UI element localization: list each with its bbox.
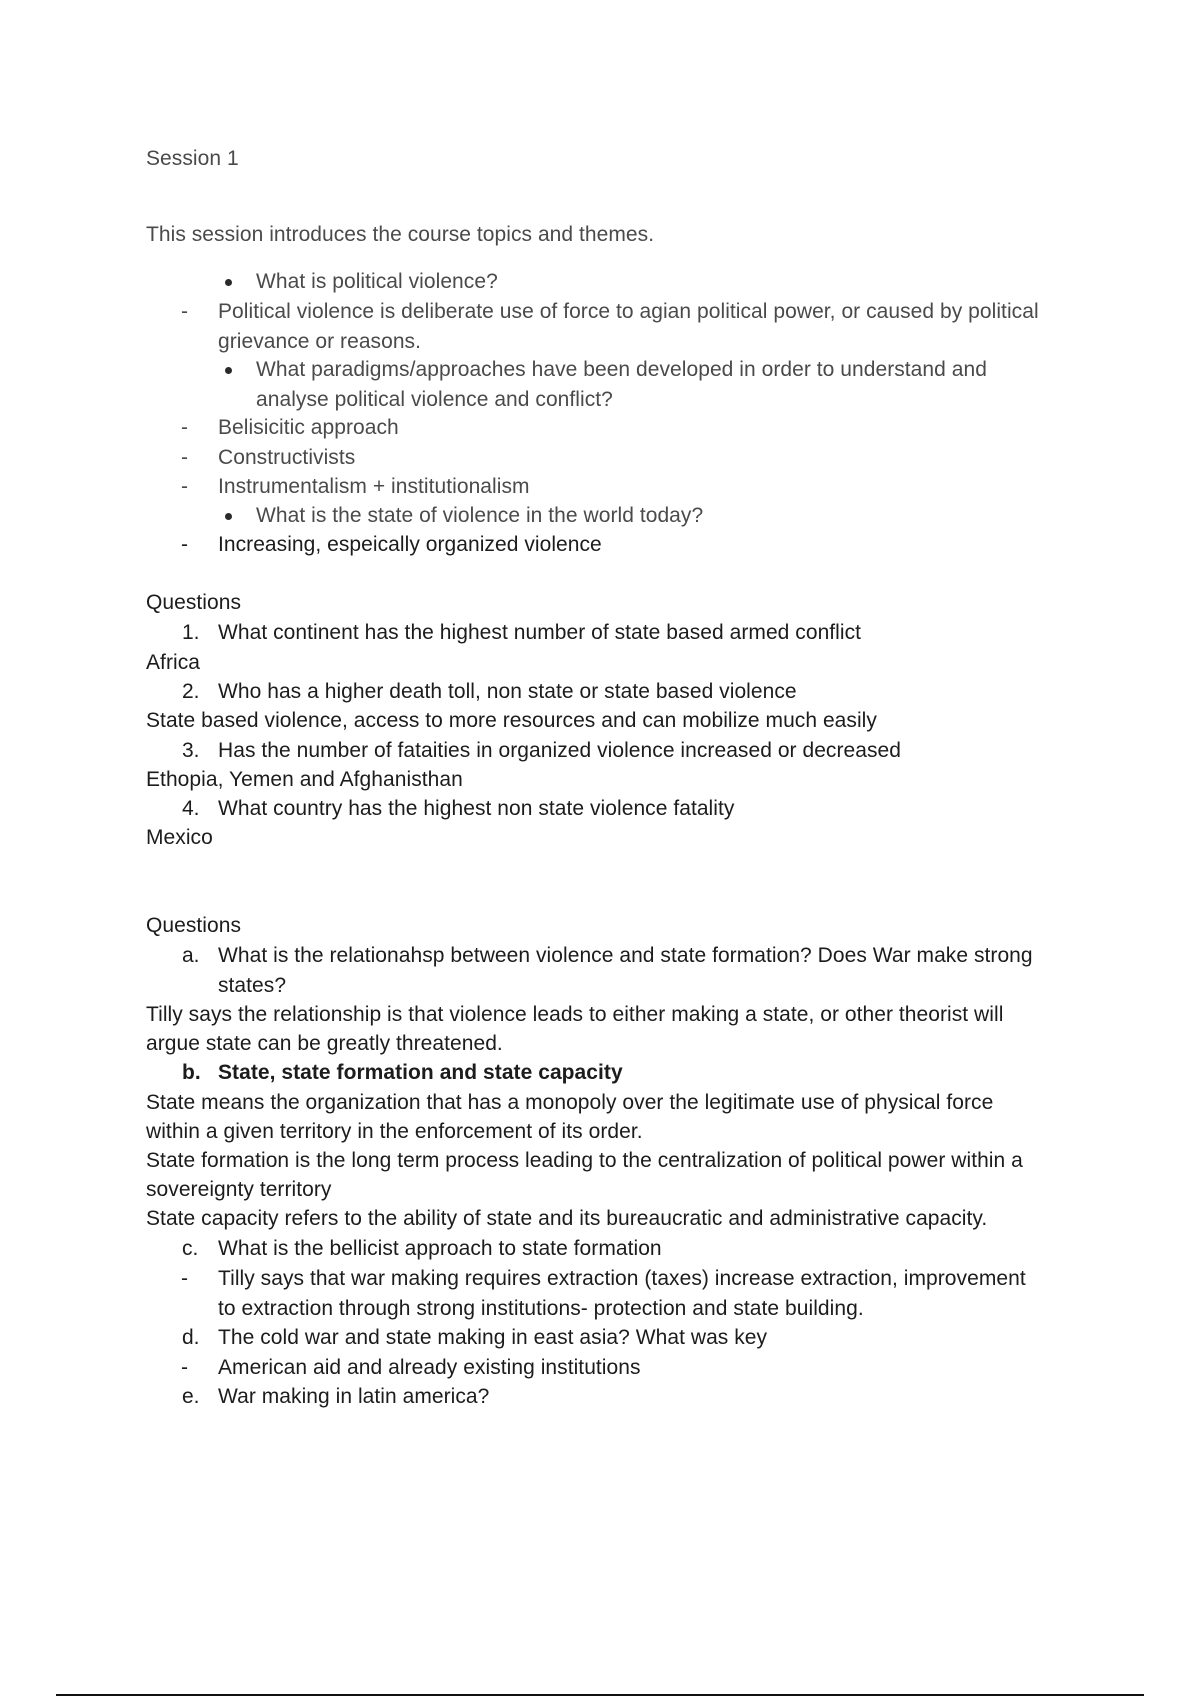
overview-item: What paradigms/approaches have been developed in order to understand and bbox=[256, 358, 987, 381]
overview-item: Instrumentalism + institutionalism bbox=[218, 475, 530, 498]
list-number: 3. bbox=[182, 739, 200, 762]
paragraph-text: State means the organization that has a monopoly over the legitimate use of physical force bbox=[146, 1091, 994, 1114]
question-text: What is the bellicist approach to state formation bbox=[218, 1237, 662, 1260]
intro-text: This session introduces the course topics and themes. bbox=[146, 223, 655, 246]
paragraph-text: within a given territory in the enforcement of its order. bbox=[146, 1120, 643, 1143]
answer-text: Tilly says that war making requires extraction (taxes) increase extraction, improvement bbox=[218, 1267, 1026, 1290]
dash-marker: - bbox=[181, 1267, 188, 1290]
answer-text: Mexico bbox=[146, 826, 213, 849]
bullet-icon bbox=[225, 367, 232, 374]
questions-heading: Questions bbox=[146, 914, 242, 937]
dash-marker: - bbox=[181, 416, 188, 439]
list-letter: e. bbox=[182, 1385, 200, 1408]
answer-text: Tilly says the relationship is that violence leads to either making a state, or other theorist will bbox=[146, 1003, 1004, 1026]
bullet-icon bbox=[225, 513, 232, 520]
question-text-cont: states? bbox=[218, 974, 287, 997]
question-text: Has the number of fataities in organized violence increased or decreased bbox=[218, 739, 901, 762]
dash-marker: - bbox=[181, 1356, 188, 1379]
dash-marker: - bbox=[181, 446, 188, 469]
answer-text: Africa bbox=[146, 651, 200, 674]
page-title: Session 1 bbox=[146, 147, 239, 170]
overview-item: Increasing, espeically organized violence bbox=[218, 533, 602, 556]
list-letter: a. bbox=[182, 944, 200, 967]
paragraph-text: sovereignty territory bbox=[146, 1178, 332, 1201]
bullet-icon bbox=[225, 279, 232, 286]
answer-text: State based violence, access to more resources and can mobilize much easily bbox=[146, 709, 877, 732]
question-text: What continent has the highest number of state based armed conflict bbox=[218, 621, 862, 644]
question-text: War making in latin america? bbox=[218, 1385, 490, 1408]
overview-item: Constructivists bbox=[218, 446, 356, 469]
dash-marker: - bbox=[181, 533, 188, 556]
question-text: Who has a higher death toll, non state or state based violence bbox=[218, 680, 797, 703]
answer-text-cont: to extraction through strong institutions- protection and state building. bbox=[218, 1297, 864, 1320]
list-number: 4. bbox=[182, 797, 200, 820]
question-text: What is the relationahsp between violence and state formation? Does War make strong bbox=[218, 944, 1033, 967]
questions-heading: Questions bbox=[146, 591, 242, 614]
overview-item: What is political violence? bbox=[256, 270, 498, 293]
overview-item: Political violence is deliberate use of force to agian political power, or caused by political bbox=[218, 300, 1039, 323]
list-number: 2. bbox=[182, 680, 200, 703]
list-letter: b. bbox=[182, 1061, 201, 1084]
overview-item: Belisicitic approach bbox=[218, 416, 399, 439]
overview-item: What is the state of violence in the world today? bbox=[256, 504, 704, 527]
answer-text: argue state can be greatly threatened. bbox=[146, 1032, 503, 1055]
section-heading: State, state formation and state capacity bbox=[218, 1061, 623, 1084]
answer-text: American aid and already existing institutions bbox=[218, 1356, 641, 1379]
dash-marker: - bbox=[181, 300, 188, 323]
list-letter: c. bbox=[182, 1237, 199, 1260]
page-bottom-rule bbox=[56, 1694, 1144, 1696]
paragraph-text: State capacity refers to the ability of state and its bureaucratic and administrative capacity. bbox=[146, 1207, 988, 1230]
answer-text: Ethopia, Yemen and Afghanisthan bbox=[146, 768, 463, 791]
list-letter: d. bbox=[182, 1326, 200, 1349]
list-number: 1. bbox=[182, 621, 200, 644]
paragraph-text: State formation is the long term process leading to the centralization of political power within a bbox=[146, 1149, 1023, 1172]
overview-item-cont: grievance or reasons. bbox=[218, 330, 421, 353]
question-text: The cold war and state making in east asia? What was key bbox=[218, 1326, 768, 1349]
dash-marker: - bbox=[181, 475, 188, 498]
overview-item-cont: analyse political violence and conflict? bbox=[256, 388, 613, 411]
question-text: What country has the highest non state violence fatality bbox=[218, 797, 735, 820]
